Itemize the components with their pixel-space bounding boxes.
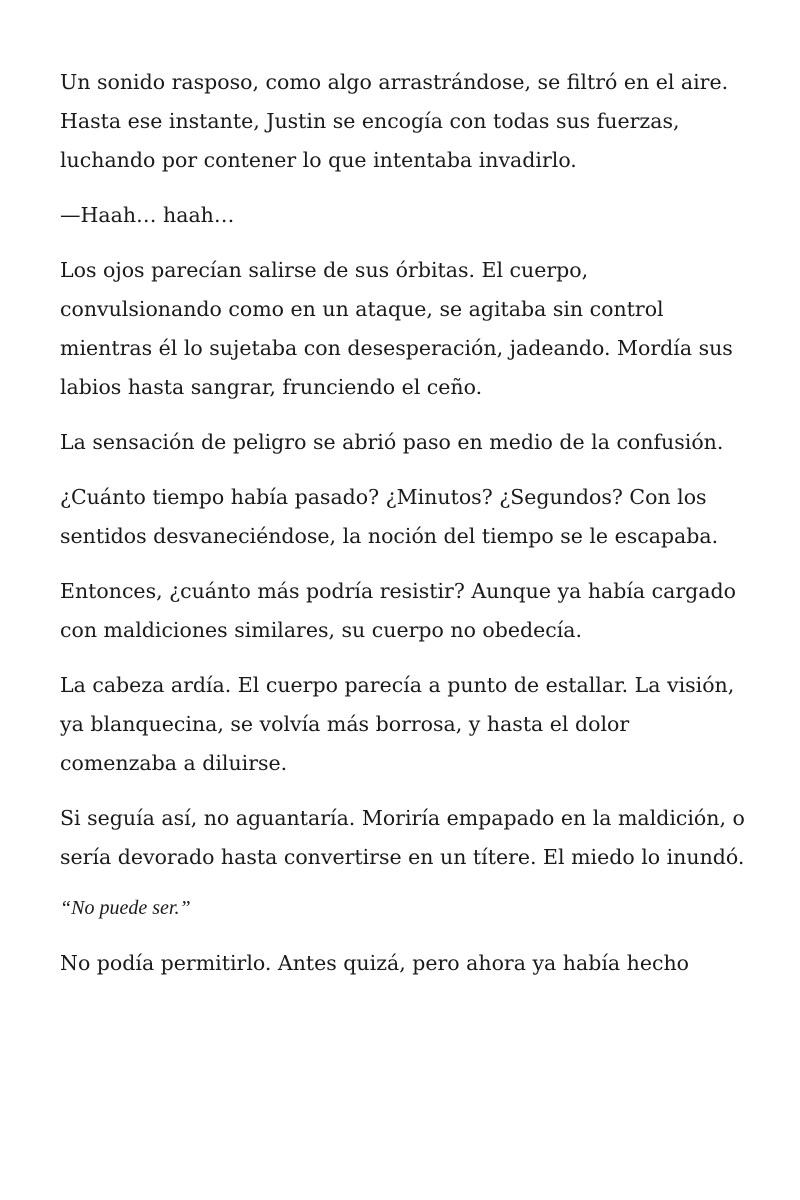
paragraph: La sensación de peligro se abrió paso en medio de la confusión.: [60, 430, 724, 454]
paragraph: Un sonido rasposo, como algo arrastrándose, se filtró en el aire. Hasta ese instante, Justin se encogía con todas sus fuerzas, luchando por contener lo que intentaba invadirlo.: [60, 70, 729, 172]
paragraph: La cabeza ardía. El cuerpo parecía a punto de estallar. La visión, ya blanquecina, se volvía más borrosa, y hasta el dolor comenzaba a diluirse.: [60, 673, 735, 775]
paragraph: Si seguía así, no aguantaría. Moriría empapado en la maldición, o sería devorado hasta convertirse en un títere. El miedo lo inundó.: [60, 806, 745, 869]
paragraph: No podía permitirlo. Antes quizá, pero ahora ya había hecho: [60, 951, 689, 975]
paragraph: Los ojos parecían salirse de sus órbitas. El cuerpo, convulsionando como en un ataque, se agitaba sin control mientras él lo sujetaba con desesperación, jadeando. Mordía sus labios hasta sangrar, frunciendo el ceño.: [60, 258, 733, 399]
paragraph: Entonces, ¿cuánto más podría resistir? Aunque ya había cargado con maldiciones similares, su cuerpo no obedecía.: [60, 579, 736, 642]
paragraph: ¿Cuánto tiempo había pasado? ¿Minutos? ¿Segundos? Con los sentidos desvaneciéndose, la noción del tiempo se le escapaba.: [60, 485, 719, 548]
paragraph: —Haah… haah…: [60, 203, 235, 227]
reading-page: [60, 63, 750, 999]
thought-line: “No puede ser.”: [60, 897, 191, 919]
